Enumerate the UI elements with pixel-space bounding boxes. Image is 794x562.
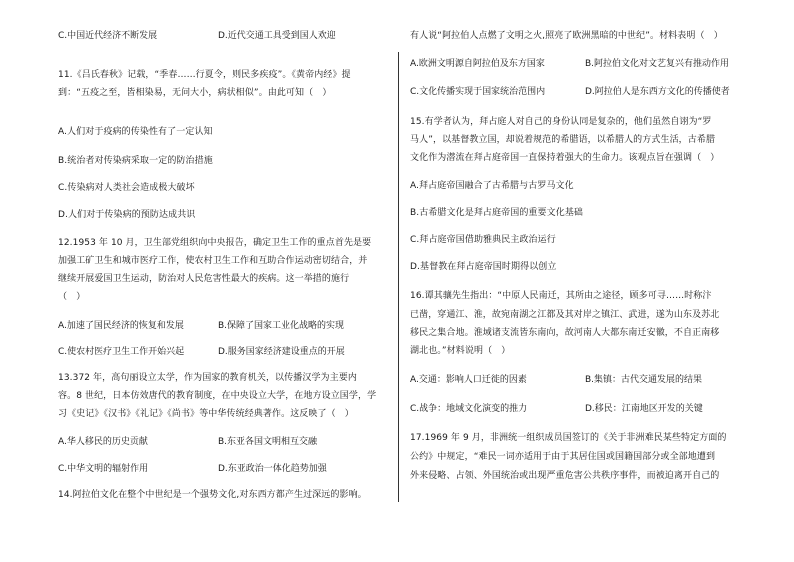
question-12-options-ab [58,320,345,332]
option-10d: D.近代交通工具受到国人欢迎 [218,31,336,41]
question-17-stem-line-2: 公约》中规定，“难民一词亦适用于由于其居住国或国籍国部分或全部地遭到 [410,452,716,462]
question-15-stem-line-3: 文化作为潜流在拜占庭帝国一直保持着强大的生命力。该观点旨在强调（ ） [410,153,720,163]
option-12a: A.加速了国民经济的恢复和发展 [58,321,184,331]
question-12-options-cd [58,346,345,358]
option-16d: D.移民：江南地区开发的关键 [585,404,703,414]
question-12-stem-line-4: （ ） [58,292,86,302]
question-14-stem-line-2: 有人说“阿拉伯人点燃了文明之火,照亮了欧洲黑暗的中世纪”。材料表明（ ） [410,31,723,41]
option-12c: C.使农村医疗卫生工作开始兴起 [58,347,185,357]
option-13c: C.中华文明的辐射作用 [58,464,149,474]
question-11-stem-line-2: 到：“五疫之至，皆相染易，无问大小，病状相似”。由此可知（ ） [58,88,332,98]
question-16-stem-line-2: 已凿，穿通江、淮，故宛南湖之江都及其对岸之镇江、武进，遂为山东及苏北 [410,310,720,320]
question-15-stem-line-1: 15.有学者认为，拜占庭人对自己的身份认同是复杂的，他们虽然自诩为“罗 [410,117,712,127]
option-11b: B.统治者对传染病采取一定的防治措施 [58,156,213,166]
question-16-stem-line-1: 16.谭其骧先生指出：“中原人民南迁，其所由之途径，顾多可寻……时称汴 [410,291,712,301]
question-15-stem-line-2: 马人”，以基督教立国，却说着规范的希腊语，以希腊人的方式生活，古希腊 [410,135,716,145]
option-12d: D.服务国家经济建设重点的开展 [218,347,345,357]
question-16-stem-line-4: 湖北也。”材料说明（ ） [410,346,511,356]
question-13-stem-line-3: 习《史记》《汉书》《礼记》《尚书》等中华传统经典著作。这反映了（ ） [58,409,354,419]
column-divider [398,52,399,502]
option-13d: D.东亚政治一体化趋势加强 [218,464,327,474]
option-11c: C.传染病对人类社会造成极大破坏 [58,183,195,193]
question-17-stem-line-1: 17.1969 年 9 月，非洲统一组织成员国签订的《关于非洲难民某些特定方面的 [410,433,727,443]
option-15b: B.古希腊文化是拜占庭帝国的重要文化基础 [410,208,584,218]
option-11d: D.人们对于传染病的预防达成共识 [58,210,196,220]
option-12b: B.保障了国家工业化战略的实现 [218,321,345,331]
question-14-stem-line-1: 14.阿拉伯文化在整个中世纪是一个强势文化,对东西方都产生过深远的影响。 [58,490,367,500]
option-14a: A.欧洲文明源自阿拉伯及东方国家 [410,59,545,69]
option-16c: C.战争：地域文化演变的推力 [410,404,528,414]
question-12-stem-line-3: 继续开展爱国卫生运动，防治对人民危害性最大的疾病。这一举措的施行 [58,274,350,284]
question-10-options-cd [58,30,336,42]
option-14c: C.文化传播实现于国家统治范围内 [410,87,546,97]
option-11a: A.人们对于疫病的传染性有了一定认知 [58,127,213,137]
option-16a: A.交通：影响人口迁徙的因素 [410,375,527,385]
option-13b: B.东亚各国文明相互交融 [218,437,318,447]
question-13-options-cd [58,463,327,475]
option-14d: D.阿拉伯人是东西方文化的传播使者 [585,87,730,97]
option-15c: C.拜占庭帝国借助雅典民主政治运行 [410,235,556,245]
question-13-options-ab [58,436,318,448]
question-13-stem-line-1: 13.372 年，高句丽设立太学，作为国家的教育机关，以传播汉学为主要内 [58,373,357,383]
option-15d: D.基督教在拜占庭帝国时期得以创立 [410,262,557,272]
question-12-stem-line-1: 12.1953 年 10 月，卫生部党组织向中央报告，确定卫生工作的重点首先是要 [58,238,372,248]
question-16-stem-line-3: 移民之集合地。淮域诸支流皆东南向，故河南人大都东南迁安徽，不自正南移 [410,328,720,338]
option-13a: A.华人移民的历史贡献 [58,437,148,447]
option-15a: A.拜占庭帝国融合了古希腊与古罗马文化 [410,181,574,191]
question-16-options-ab [410,374,703,386]
question-11-stem-line-1: 11.《吕氏春秋》记载，“季春……行夏令，则民多疾疫”。《黄帝内经》提 [58,70,351,80]
question-14-options-ab [410,58,730,70]
question-17-stem-line-3: 外来侵略、占领、外国统治或出现严重危害公共秩序事件，而被迫离开自己的 [410,471,720,481]
question-13-stem-line-2: 容。8 世纪，日本仿效唐代的教育制度，在中央设立大学，在地方设立国学，学 [58,391,377,401]
option-10c: C.中国近代经济不断发展 [58,31,158,41]
question-14-options-cd [410,86,730,98]
option-16b: B.集镇：古代交通发展的结果 [585,375,703,385]
question-12-stem-line-2: 加强工矿卫生和城市医疗工作，使农村卫生工作和互助合作运动密切结合，并 [58,256,368,266]
question-16-options-cd [410,403,703,415]
option-14b: B.阿拉伯文化对文艺复兴有推动作用 [585,59,730,69]
